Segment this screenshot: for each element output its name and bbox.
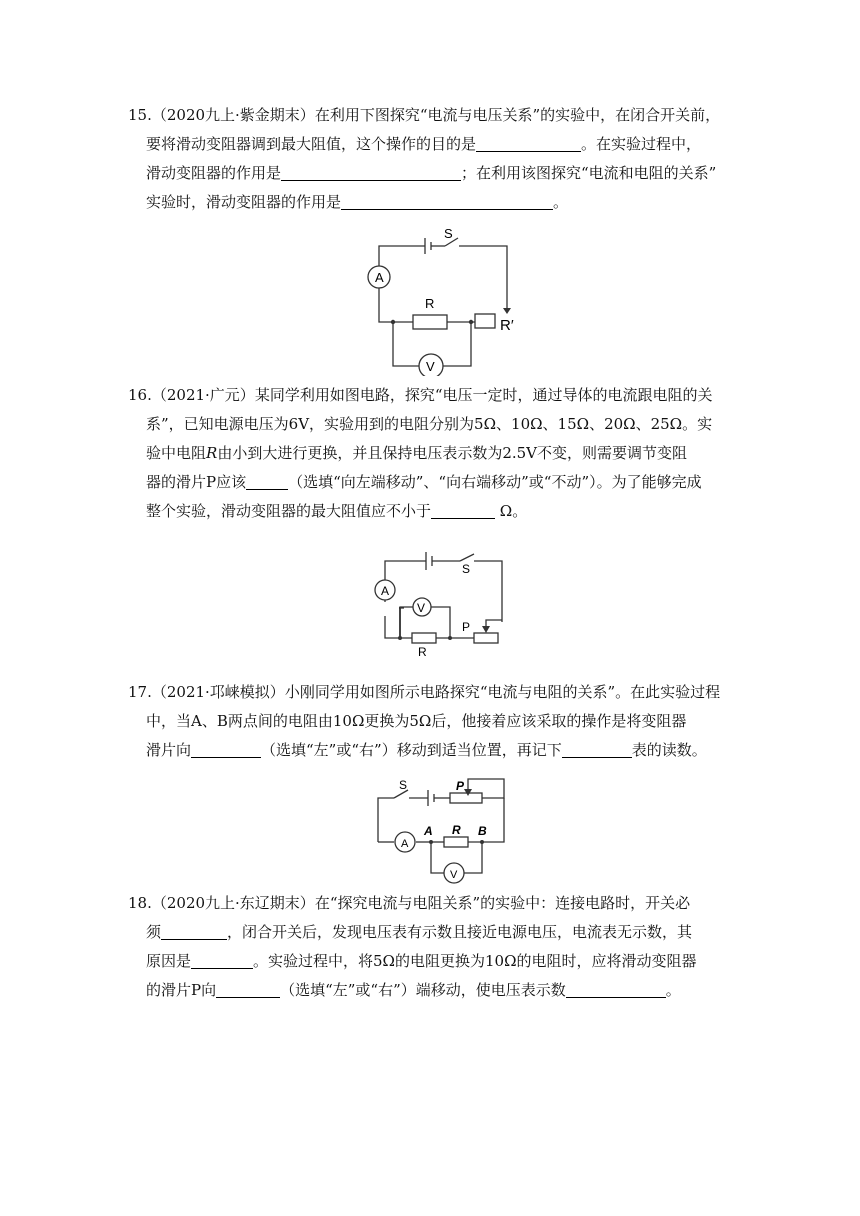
question-17 bbox=[128, 678, 748, 765]
figure-label: V bbox=[417, 601, 426, 615]
figure-label: B bbox=[478, 824, 487, 838]
question-text: 表的读数。 bbox=[631, 741, 707, 759]
question-text: （选填“左”或“右”）移动到适当位置，再记下 bbox=[261, 741, 562, 759]
figure-label: R bbox=[452, 823, 461, 837]
answer-blank[interactable] bbox=[566, 981, 666, 998]
question-15 bbox=[128, 101, 748, 217]
question-text: 系”，已知电源电压为6V，实验用到的电阻分别为5Ω、10Ω、15Ω、20Ω、25Ω。实 bbox=[146, 415, 713, 433]
figure-label: A bbox=[375, 270, 384, 285]
question-text: （选填“向左端移动”、“向右端移动”或“不动”）。为了能够完成 bbox=[288, 473, 702, 491]
question-text: 由小到大进行更换，并且保持电压表示数为2.5V不变，则需要调节变阻 bbox=[217, 444, 688, 462]
circuit-diagram-15 bbox=[355, 226, 525, 376]
answer-blank[interactable] bbox=[246, 473, 288, 490]
answer-blank[interactable] bbox=[562, 741, 632, 758]
question-source: （2021·广元） bbox=[151, 386, 255, 404]
question-number: 15. bbox=[128, 106, 152, 124]
slider-arrow-icon bbox=[503, 308, 511, 314]
question-text: 验中电阻 bbox=[146, 444, 207, 462]
question-text: 小刚同学用如图所示电路探究“电流与电阻的关系”。在此实验过程 bbox=[284, 683, 721, 701]
question-18 bbox=[128, 889, 748, 1005]
question-text: 整个实验，滑动变阻器的最大阻值应不小于 bbox=[146, 502, 432, 520]
question-text: 在“探究电流与电阻关系”的实验中：连接电路时，开关必 bbox=[314, 894, 691, 912]
question-text: 原因是 bbox=[146, 952, 192, 970]
question-text: Ω。 bbox=[495, 502, 528, 520]
question-text: 。在实验过程中， bbox=[581, 135, 702, 153]
figure-label: R′ bbox=[500, 317, 514, 334]
answer-blank[interactable] bbox=[161, 923, 227, 940]
answer-blank[interactable] bbox=[476, 135, 581, 152]
answer-blank[interactable] bbox=[191, 741, 261, 758]
question-text: 实验时，滑动变阻器的作用是 bbox=[146, 193, 342, 211]
figure-label: S bbox=[444, 226, 453, 241]
question-source: （2020九上·东辽期末） bbox=[151, 894, 315, 912]
question-text: 滑片向 bbox=[146, 741, 192, 759]
figure-label: S bbox=[399, 778, 408, 792]
question-source: （2020九上·紫金期末） bbox=[151, 106, 315, 124]
question-number: 17. bbox=[128, 683, 152, 701]
figure-label: R bbox=[425, 296, 435, 311]
variable-r: R bbox=[206, 444, 218, 462]
figure-label: P bbox=[456, 779, 465, 793]
answer-blank[interactable] bbox=[216, 981, 280, 998]
figure-label: V bbox=[450, 869, 458, 881]
answer-blank[interactable] bbox=[281, 164, 461, 181]
figure-label: V bbox=[426, 359, 435, 374]
question-text: 。实验过程中，将5Ω的电阻更换为10Ω的电阻时，应将滑动变阻器 bbox=[253, 952, 697, 970]
answer-blank[interactable] bbox=[191, 952, 253, 969]
answer-blank[interactable] bbox=[431, 502, 495, 519]
figure-label: A bbox=[401, 838, 409, 850]
slider-arrow-icon bbox=[482, 626, 490, 633]
question-number: 18. bbox=[128, 894, 152, 912]
question-16 bbox=[128, 381, 748, 526]
answer-blank[interactable] bbox=[341, 193, 553, 210]
question-text: 某同学利用如图电路，探究“电压一定时，通过导体的电流跟电阻的关 bbox=[254, 386, 713, 404]
question-text: 要将滑动变阻器调到最大阻值，这个操作的目的是 bbox=[146, 135, 477, 153]
figure-label: P bbox=[462, 620, 471, 634]
figure-label: S bbox=[462, 562, 471, 576]
question-text: 须 bbox=[146, 923, 162, 941]
question-text: ，闭合开关后，发现电压表有示数且接近电源电压，电流表无示数，其 bbox=[227, 923, 693, 941]
question-text: 器的滑片P应该 bbox=[146, 473, 247, 491]
figure-label: A bbox=[424, 824, 433, 838]
figure-label: R bbox=[418, 645, 427, 659]
question-text: （选填“左”或“右”）端移动，使电压表示数 bbox=[280, 981, 566, 999]
figure-label: A bbox=[381, 584, 390, 598]
question-text: 在利用下图探究“电流与电压关系”的实验中，在闭合开关前， bbox=[314, 106, 721, 124]
question-text: 滑动变阻器的作用是 bbox=[146, 164, 282, 182]
question-text: 中，当A、B两点间的电阻由10Ω更换为5Ω后，他接着应该采取的操作是将变阻器 bbox=[146, 712, 687, 730]
question-number: 16. bbox=[128, 386, 152, 404]
question-text: 。 bbox=[665, 981, 681, 999]
question-text: ；在利用该图探究“电流和电阻的关系” bbox=[461, 164, 717, 182]
question-text: 。 bbox=[553, 193, 569, 211]
circuit-diagram-16-clean bbox=[368, 544, 518, 660]
question-text: 的滑片P向 bbox=[146, 981, 217, 999]
circuit-diagram-17 bbox=[372, 775, 512, 887]
question-source: （2021·邛崃模拟） bbox=[151, 683, 285, 701]
